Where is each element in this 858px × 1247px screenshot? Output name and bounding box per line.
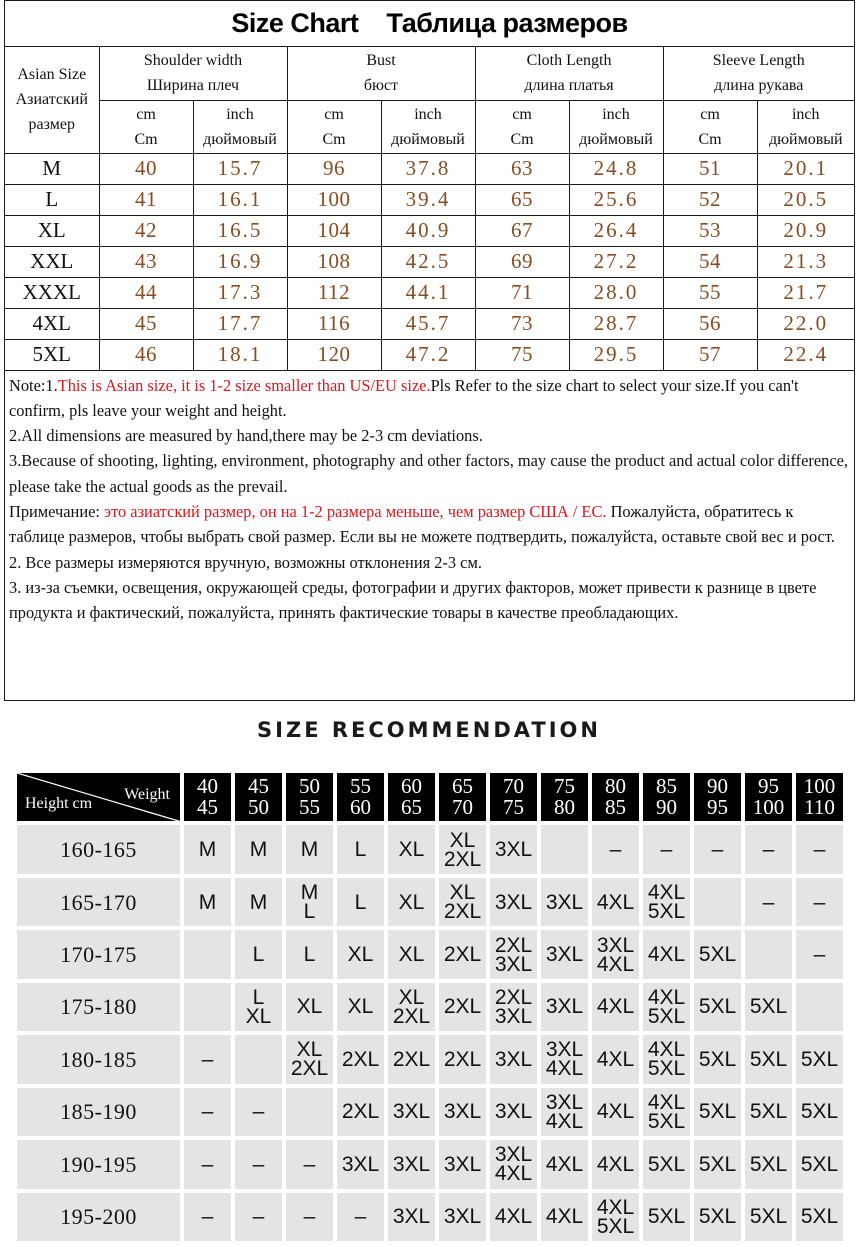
weight-header: 100 110 bbox=[796, 773, 843, 821]
size-table bbox=[5, 47, 854, 371]
recommended-size-cell: – bbox=[694, 825, 741, 873]
recommended-size-cell: 3XL bbox=[439, 1140, 486, 1188]
recommended-size-cell: M bbox=[184, 878, 231, 926]
value-inch: 45.7 bbox=[381, 308, 475, 339]
value-cm: 75 bbox=[475, 339, 569, 370]
recommended-size-cell: – bbox=[745, 878, 792, 926]
recommended-size-cell: 3XL bbox=[490, 1088, 537, 1136]
sleeve-length-header: Sleeve Length длина рукава bbox=[663, 47, 854, 100]
note-ru-1: Примечание: это азиатский размер, он на 1-2 размера меньше, чем размер США / ЕС. Пожалуйста, обратитесь к таблице размеров, чтобы выбрать свой размер. Если вы не можете подтвердить, пожалуйста, оставьте свой вес и рост. bbox=[9, 501, 835, 547]
recommended-size-cell: 2XL bbox=[388, 1035, 435, 1083]
value-inch: 21.3 bbox=[757, 246, 854, 277]
recommended-size-cell bbox=[541, 825, 588, 873]
recommended-size-cell: 3XL bbox=[388, 1140, 435, 1188]
recommended-size-cell: XL bbox=[337, 983, 384, 1031]
value-cm: 56 bbox=[663, 308, 757, 339]
recommended-size-cell: – bbox=[184, 1035, 231, 1083]
height-label-cell: 190-195 bbox=[17, 1140, 180, 1188]
unit-cm: cm Cm bbox=[475, 100, 569, 153]
recommended-size-cell bbox=[745, 930, 792, 978]
size-row bbox=[5, 215, 854, 246]
size-chart-title bbox=[5, 1, 854, 47]
note-2: 2.All dimensions are measured by hand,there may be 2-3 cm deviations. bbox=[9, 426, 483, 446]
weight-header: 40 45 bbox=[184, 773, 231, 821]
recommended-size-cell: 4XL bbox=[643, 930, 690, 978]
recommended-size-cell: 5XL bbox=[694, 1035, 741, 1083]
value-cm: 104 bbox=[287, 215, 381, 246]
size-label: XXXL bbox=[5, 277, 99, 308]
recommended-size-cell: 4XL 5XL bbox=[643, 983, 690, 1031]
recommended-size-cell: XL bbox=[388, 878, 435, 926]
value-inch: 24.8 bbox=[569, 153, 663, 184]
recommended-size-cell: – bbox=[235, 1193, 282, 1241]
recommended-size-cell: XL 2XL bbox=[439, 825, 486, 873]
height-label-cell: 165-170 bbox=[17, 878, 180, 926]
size-row bbox=[5, 308, 854, 339]
recommended-size-cell: 2XL 3XL bbox=[490, 983, 537, 1031]
size-recommendation-grid bbox=[17, 773, 843, 1241]
unit-cm: cm Cm bbox=[287, 100, 381, 153]
weight-label: Weight bbox=[124, 786, 170, 803]
recommended-size-cell: 5XL bbox=[694, 983, 741, 1031]
recommended-size-cell: M bbox=[286, 825, 333, 873]
recommended-size-cell: – bbox=[745, 825, 792, 873]
value-inch: 27.2 bbox=[569, 246, 663, 277]
value-cm: 108 bbox=[287, 246, 381, 277]
notes bbox=[5, 371, 854, 626]
value-cm: 53 bbox=[663, 215, 757, 246]
recommended-size-cell: M bbox=[235, 878, 282, 926]
recommended-size-cell: L bbox=[337, 878, 384, 926]
weight-header: 80 85 bbox=[592, 773, 639, 821]
recommended-size-cell: – bbox=[592, 825, 639, 873]
recommended-size-cell: 5XL bbox=[694, 1088, 741, 1136]
recommended-size-cell: 5XL bbox=[643, 1193, 690, 1241]
value-inch: 20.1 bbox=[757, 153, 854, 184]
weight-header: 70 75 bbox=[490, 773, 537, 821]
unit-inch: inch дюймовый bbox=[193, 100, 287, 153]
value-cm: 71 bbox=[475, 277, 569, 308]
value-cm: 65 bbox=[475, 184, 569, 215]
recommended-size-cell: M L bbox=[286, 878, 333, 926]
recommended-size-cell bbox=[694, 878, 741, 926]
value-inch: 22.0 bbox=[757, 308, 854, 339]
recommended-size-cell: 5XL bbox=[643, 1140, 690, 1188]
recommended-size-cell: 5XL bbox=[796, 1193, 843, 1241]
unit-row bbox=[5, 100, 854, 153]
recommended-size-cell: XL bbox=[337, 930, 384, 978]
value-cm: 40 bbox=[99, 153, 193, 184]
value-inch: 17.3 bbox=[193, 277, 287, 308]
recommended-size-cell: 4XL bbox=[592, 878, 639, 926]
value-cm: 100 bbox=[287, 184, 381, 215]
recommended-size-cell: 2XL bbox=[439, 983, 486, 1031]
unit-cm: cm Cm bbox=[99, 100, 193, 153]
recommended-size-cell: 4XL 5XL bbox=[643, 878, 690, 926]
weight-header: 65 70 bbox=[439, 773, 486, 821]
recommended-size-cell: 2XL bbox=[439, 930, 486, 978]
recommended-size-cell: 3XL bbox=[439, 1088, 486, 1136]
recommended-size-cell: 3XL bbox=[388, 1088, 435, 1136]
recommended-size-cell bbox=[796, 983, 843, 1031]
value-cm: 46 bbox=[99, 339, 193, 370]
size-label: L bbox=[5, 184, 99, 215]
recommended-size-cell: 3XL 4XL bbox=[592, 930, 639, 978]
value-inch: 28.0 bbox=[569, 277, 663, 308]
height-label-cell: 170-175 bbox=[17, 930, 180, 978]
size-label: 5XL bbox=[5, 339, 99, 370]
value-cm: 67 bbox=[475, 215, 569, 246]
recommended-size-cell bbox=[286, 1088, 333, 1136]
weight-height-corner bbox=[17, 773, 180, 821]
title-english: Size Chart bbox=[231, 8, 359, 38]
recommended-size-cell: – bbox=[235, 1088, 282, 1136]
size-row bbox=[5, 277, 854, 308]
recommended-size-cell: L bbox=[337, 825, 384, 873]
recommended-size-cell: 2XL bbox=[439, 1035, 486, 1083]
recommended-size-cell: 4XL 5XL bbox=[592, 1193, 639, 1241]
size-row bbox=[5, 246, 854, 277]
recommended-size-cell: 5XL bbox=[796, 1035, 843, 1083]
recommended-size-cell: 5XL bbox=[745, 1140, 792, 1188]
value-inch: 42.5 bbox=[381, 246, 475, 277]
value-inch: 44.1 bbox=[381, 277, 475, 308]
value-inch: 15.7 bbox=[193, 153, 287, 184]
height-label: Height cm bbox=[25, 795, 93, 813]
size-row bbox=[5, 153, 854, 184]
recommended-size-cell: 3XL bbox=[490, 825, 537, 873]
recommended-size-cell: 3XL 4XL bbox=[490, 1140, 537, 1188]
recommended-size-cell: L bbox=[286, 930, 333, 978]
value-inch: 39.4 bbox=[381, 184, 475, 215]
recommended-size-cell: 3XL bbox=[388, 1193, 435, 1241]
recommended-size-cell: – bbox=[643, 825, 690, 873]
recommended-size-cell: 4XL bbox=[490, 1193, 537, 1241]
value-cm: 44 bbox=[99, 277, 193, 308]
weight-header: 85 90 bbox=[643, 773, 690, 821]
recommended-size-cell: 3XL 4XL bbox=[541, 1088, 588, 1136]
height-label-cell: 195-200 bbox=[17, 1193, 180, 1241]
recommended-size-cell: 4XL bbox=[541, 1140, 588, 1188]
value-inch: 20.9 bbox=[757, 215, 854, 246]
recommended-size-cell: 5XL bbox=[694, 1140, 741, 1188]
value-inch: 25.6 bbox=[569, 184, 663, 215]
weight-header: 45 50 bbox=[235, 773, 282, 821]
recommended-size-cell: 3XL bbox=[541, 930, 588, 978]
value-cm: 43 bbox=[99, 246, 193, 277]
recommended-size-cell: 4XL 5XL bbox=[643, 1088, 690, 1136]
recommended-size-cell: – bbox=[286, 1140, 333, 1188]
recommended-size-cell: 5XL bbox=[796, 1140, 843, 1188]
value-cm: 120 bbox=[287, 339, 381, 370]
height-label-cell: 160-165 bbox=[17, 825, 180, 873]
recommended-size-cell bbox=[184, 930, 231, 978]
value-cm: 55 bbox=[663, 277, 757, 308]
recommended-size-cell: – bbox=[184, 1193, 231, 1241]
size-row bbox=[5, 339, 854, 370]
value-inch: 40.9 bbox=[381, 215, 475, 246]
value-inch: 28.7 bbox=[569, 308, 663, 339]
recommended-size-cell: 4XL bbox=[592, 1140, 639, 1188]
weight-header: 75 80 bbox=[541, 773, 588, 821]
recommended-size-cell: – bbox=[796, 825, 843, 873]
note-1: Note:1.This is Asian size, it is 1-2 size smaller than US/EU size.Pls Refer to the size chart to select your size.If you can't confirm, pls leave your weight and height. bbox=[9, 375, 799, 420]
recommended-size-cell: XL bbox=[286, 983, 333, 1031]
recommended-size-cell: 5XL bbox=[745, 983, 792, 1031]
value-inch: 22.4 bbox=[757, 339, 854, 370]
value-cm: 54 bbox=[663, 246, 757, 277]
recommended-size-cell: XL 2XL bbox=[286, 1035, 333, 1083]
value-cm: 63 bbox=[475, 153, 569, 184]
recommended-size-cell: – bbox=[796, 930, 843, 978]
recommended-size-cell: 3XL bbox=[490, 1035, 537, 1083]
size-recommendation-title: SIZE RECOMMENDATION bbox=[257, 718, 601, 742]
height-label-cell: 175-180 bbox=[17, 983, 180, 1031]
note-3: 3.Because of shooting, lighting, environment, photography and other factors, may cause the product and actual color difference, please take the actual goods as the prevail. bbox=[9, 451, 848, 496]
size-label: M bbox=[5, 153, 99, 184]
recommended-size-cell: 5XL bbox=[694, 1193, 741, 1241]
recommended-size-cell: 3XL bbox=[541, 878, 588, 926]
height-label-cell: 180-185 bbox=[17, 1035, 180, 1083]
recommended-size-cell: 5XL bbox=[694, 930, 741, 978]
value-inch: 18.1 bbox=[193, 339, 287, 370]
recommended-size-cell: – bbox=[337, 1193, 384, 1241]
value-cm: 42 bbox=[99, 215, 193, 246]
value-cm: 57 bbox=[663, 339, 757, 370]
unit-inch: inch дюймовый bbox=[757, 100, 854, 153]
recommended-size-cell: 3XL bbox=[337, 1140, 384, 1188]
recommended-size-cell: XL bbox=[388, 825, 435, 873]
value-cm: 45 bbox=[99, 308, 193, 339]
value-inch: 16.1 bbox=[193, 184, 287, 215]
recommended-size-cell: 5XL bbox=[745, 1088, 792, 1136]
recommended-size-cell: 5XL bbox=[745, 1035, 792, 1083]
recommended-size-cell: 3XL 4XL bbox=[541, 1035, 588, 1083]
cloth-length-header: Cloth Length длина платья bbox=[475, 47, 663, 100]
value-cm: 73 bbox=[475, 308, 569, 339]
shoulder-width-header: Shoulder width Ширина плеч bbox=[99, 47, 287, 100]
value-cm: 112 bbox=[287, 277, 381, 308]
recommended-size-cell: L bbox=[235, 930, 282, 978]
recommended-size-cell: XL 2XL bbox=[439, 878, 486, 926]
unit-cm: cm Cm bbox=[663, 100, 757, 153]
recommended-size-cell: 4XL bbox=[592, 983, 639, 1031]
recommended-size-cell: M bbox=[184, 825, 231, 873]
unit-inch: inch дюймовый bbox=[381, 100, 475, 153]
size-row bbox=[5, 184, 854, 215]
note-ru-2: 2. Все размеры измеряются вручную, возможны отклонения 2-3 см. bbox=[9, 552, 482, 572]
recommended-size-cell: L XL bbox=[235, 983, 282, 1031]
value-inch: 17.7 bbox=[193, 308, 287, 339]
recommended-size-cell: XL 2XL bbox=[388, 983, 435, 1031]
value-cm: 69 bbox=[475, 246, 569, 277]
weight-header: 90 95 bbox=[694, 773, 741, 821]
recommended-size-cell: 3XL bbox=[439, 1193, 486, 1241]
recommended-size-cell: 4XL 5XL bbox=[643, 1035, 690, 1083]
recommended-size-cell: 3XL bbox=[490, 878, 537, 926]
value-cm: 41 bbox=[99, 184, 193, 215]
note-ru-3: 3. из-за съемки, освещения, окружающей среды, фотографии и других факторов, может привести к разнице в цвете продукта и фактический, пожалуйста, принять фактические товары в качестве преобладающих. bbox=[9, 577, 817, 623]
value-cm: 51 bbox=[663, 153, 757, 184]
value-inch: 47.2 bbox=[381, 339, 475, 370]
recommended-size-cell: – bbox=[286, 1193, 333, 1241]
weight-header: 50 55 bbox=[286, 773, 333, 821]
size-label: XL bbox=[5, 215, 99, 246]
title-russian: Таблица размеров bbox=[386, 8, 628, 38]
recommended-size-cell bbox=[184, 983, 231, 1031]
recommended-size-cell: – bbox=[184, 1140, 231, 1188]
recommended-size-cell: – bbox=[184, 1088, 231, 1136]
bust-header: Bust бюст bbox=[287, 47, 475, 100]
height-label-cell: 185-190 bbox=[17, 1088, 180, 1136]
value-inch: 26.4 bbox=[569, 215, 663, 246]
recommended-size-cell: M bbox=[235, 825, 282, 873]
recommended-size-cell: 2XL bbox=[337, 1035, 384, 1083]
weight-header: 60 65 bbox=[388, 773, 435, 821]
recommended-size-cell: – bbox=[796, 878, 843, 926]
unit-inch: inch дюймовый bbox=[569, 100, 663, 153]
recommended-size-cell bbox=[235, 1035, 282, 1083]
asian-size-header: Asian Size Азиатский размер bbox=[5, 47, 99, 153]
recommended-size-cell: XL bbox=[388, 930, 435, 978]
value-inch: 16.9 bbox=[193, 246, 287, 277]
value-cm: 116 bbox=[287, 308, 381, 339]
weight-header: 95 100 bbox=[745, 773, 792, 821]
size-label: XXL bbox=[5, 246, 99, 277]
recommended-size-cell: 2XL bbox=[337, 1088, 384, 1136]
value-cm: 52 bbox=[663, 184, 757, 215]
recommended-size-cell: 2XL 3XL bbox=[490, 930, 537, 978]
recommended-size-cell: 5XL bbox=[796, 1088, 843, 1136]
value-inch: 20.5 bbox=[757, 184, 854, 215]
value-inch: 37.8 bbox=[381, 153, 475, 184]
recommended-size-cell: 4XL bbox=[592, 1088, 639, 1136]
value-inch: 29.5 bbox=[569, 339, 663, 370]
weight-header: 55 60 bbox=[337, 773, 384, 821]
recommended-size-cell: 5XL bbox=[745, 1193, 792, 1241]
recommended-size-cell: 4XL bbox=[541, 1193, 588, 1241]
recommended-size-cell: 3XL bbox=[541, 983, 588, 1031]
value-cm: 96 bbox=[287, 153, 381, 184]
size-label: 4XL bbox=[5, 308, 99, 339]
value-inch: 21.7 bbox=[757, 277, 854, 308]
size-chart bbox=[4, 0, 855, 701]
recommended-size-cell: 4XL bbox=[592, 1035, 639, 1083]
value-inch: 16.5 bbox=[193, 215, 287, 246]
recommended-size-cell: – bbox=[235, 1140, 282, 1188]
